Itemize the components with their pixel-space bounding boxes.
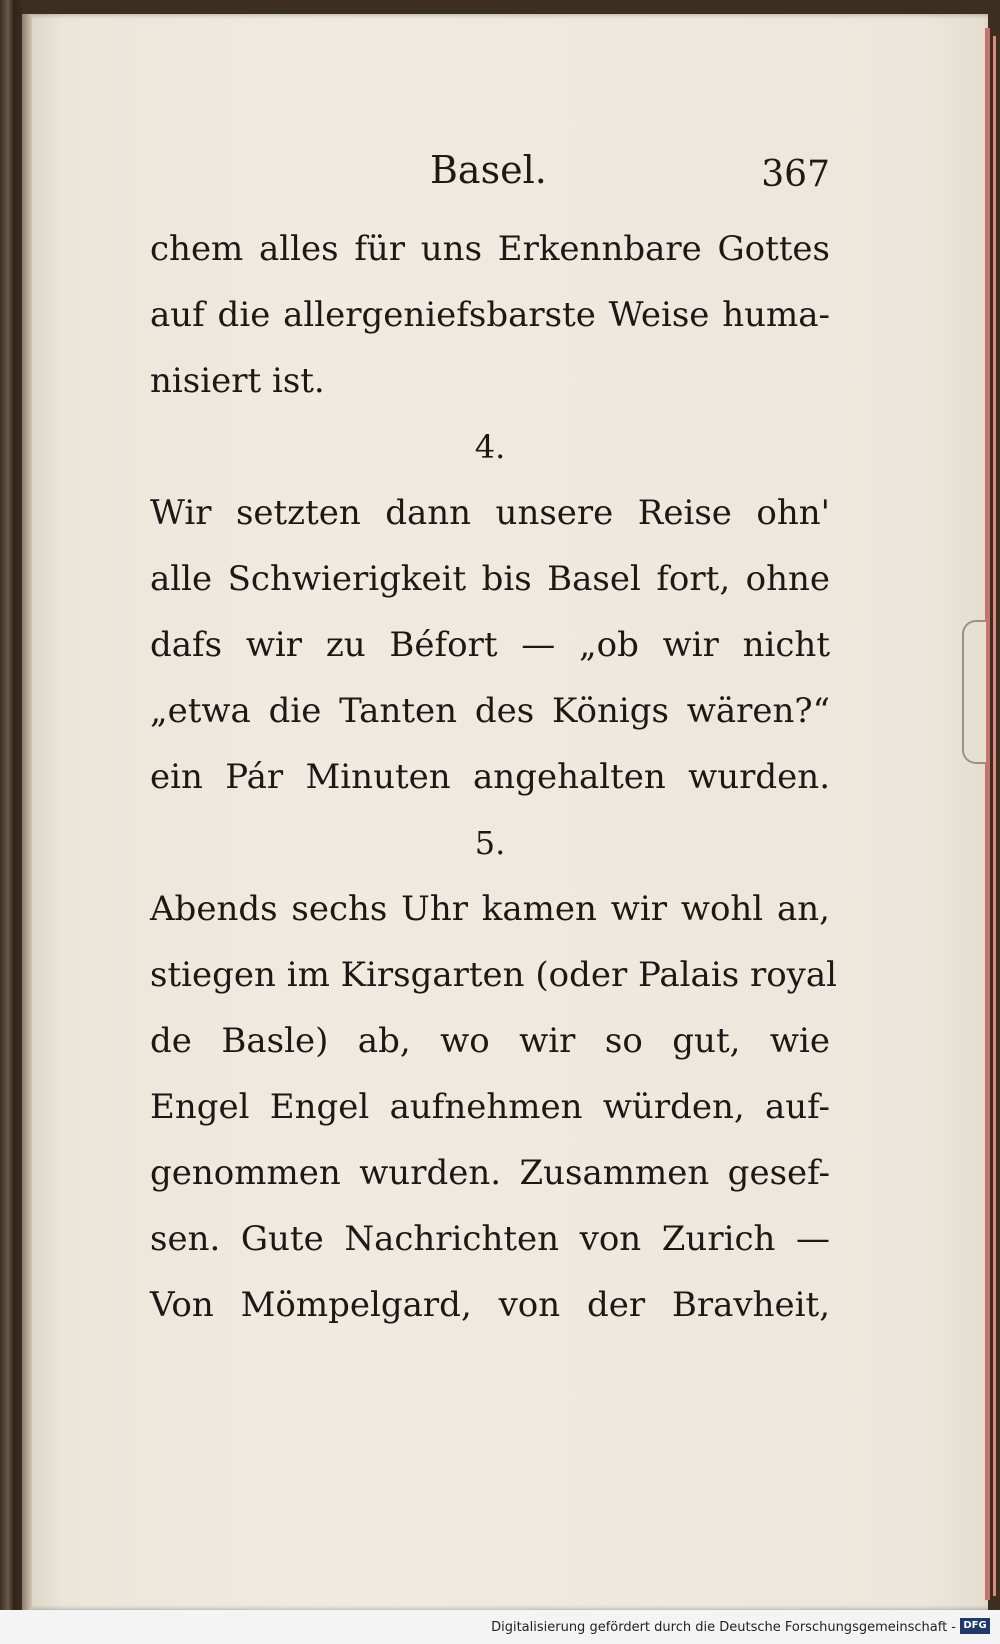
section-number: 5. (474, 824, 506, 862)
section-number: 4. (474, 428, 506, 466)
page-gutter (22, 14, 32, 1610)
text-line: alle Schwierigkeit bis Basel fort, ohne (150, 559, 830, 599)
text-line: sen. Gute Nachrichten von Zurich — (150, 1219, 830, 1259)
text-line: Wir setzten dann unsere Reise ohn' (150, 493, 830, 533)
digitization-footer (0, 1610, 1000, 1644)
text-line: dafs wir zu Béfort — „ob wir nicht (150, 625, 830, 665)
red-page-edge-outer (993, 36, 996, 1596)
page-tab (962, 620, 986, 764)
page-header (150, 148, 830, 208)
red-page-edge (985, 28, 990, 1600)
text-line: genommen wurden. Zusammen gesef- (150, 1153, 830, 1193)
text-line: stiegen im Kirsgarten (oder Palais royal (150, 955, 838, 995)
text-line: „etwa die Tanten des Königs wären?“ (150, 691, 830, 731)
page-number: 367 (761, 154, 830, 195)
footer-credit: Digitalisierung gefördert durch die Deutsche Forschungsgemeinschaft - (491, 1620, 956, 1635)
text-line: chem alles für uns Erkennbare Gottes (150, 229, 830, 269)
body-text (150, 216, 838, 1338)
text-line: auf die allergeniefsbarste Weise huma- (150, 295, 830, 335)
running-title: Basel. (430, 148, 547, 192)
text-line: Engel Engel aufnehmen würden, auf- (150, 1087, 830, 1127)
text-line: Abends sechs Uhr kamen wir wohl an, (150, 889, 830, 929)
dfg-logo: DFG (960, 1618, 990, 1634)
text-line: Von Mömpelgard, von der Bravheit, (150, 1285, 830, 1325)
text-line: de Basle) ab, wo wir so gut, wie (150, 1021, 830, 1061)
text-line: ein Pár Minuten angehalten wurden. (150, 757, 830, 797)
text-line: nisiert ist. (150, 361, 325, 401)
